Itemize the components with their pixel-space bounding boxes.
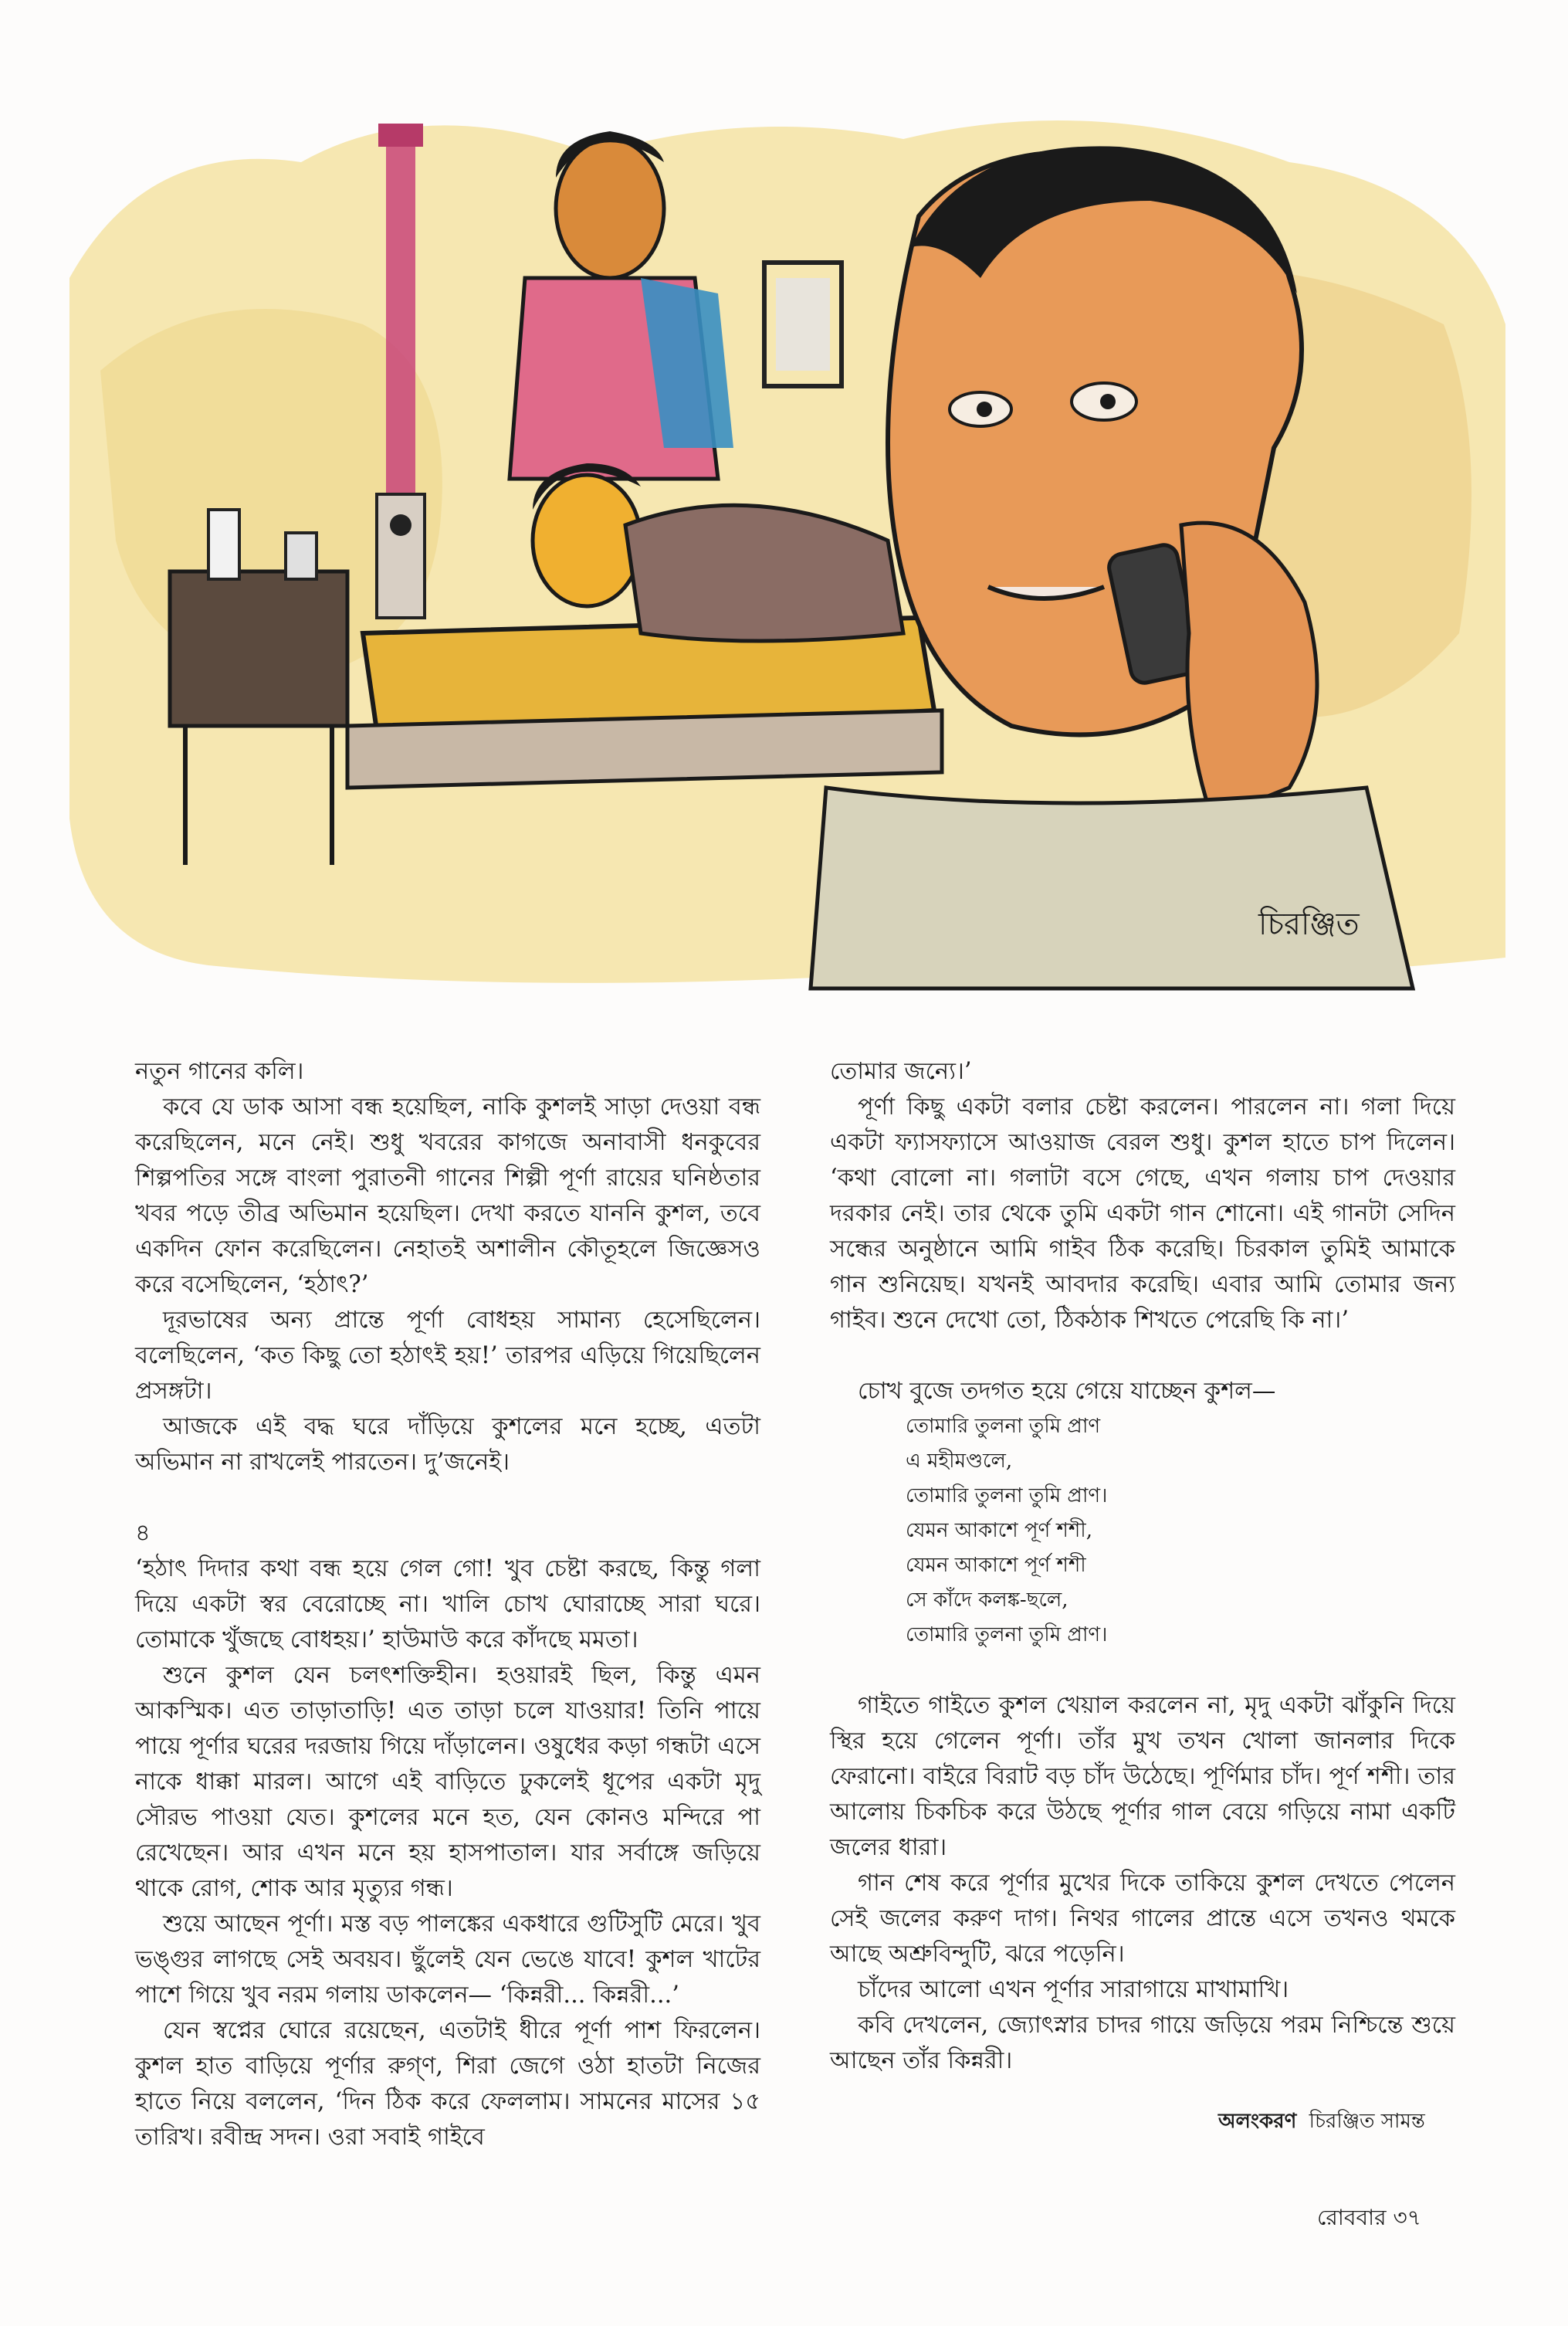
paragraph: চোখ বুজে তদগত হয়ে গেয়ে যাচ্ছেন কুশল— xyxy=(858,1378,1276,1405)
paragraph: যেন স্বপ্নের ঘোরে রয়েছেন, এতটাই ধীরে পূর্ণা পাশ ফিরলেন। কুশল হাত বাড়িয়ে পূর্ণার রুগ্‌ণ, শিরা জেগে ওঠা হাতটা নিজের হাতে নিয়ে বললেন, ‘দিন ঠিক করে ফেললাম। সামনের মাসের ১৫ তারিখ। রবীন্দ্র সদন। ওরা সবাই গাইবে xyxy=(135,2017,760,2151)
paragraph: কবি দেখলেন, জ্যোৎস্নার চাদর গায়ে জড়িয়ে পরম নিশ্চিন্তে শুয়ে আছেন তাঁর কিন্নরী। xyxy=(830,2012,1455,2074)
paragraph: গান শেষ করে পূর্ণার মুখের দিকে তাকিয়ে কুশল দেখতে পেলেন সেই জলের করুণ দাগ। নিথর গালের প্রান্তে এসে তখনও থমকে আছে অশ্রুবিন্দুটি, ঝরে পড়েনি। xyxy=(830,1870,1455,1968)
lyric-line: যেমন আকাশে পূর্ণ শশী xyxy=(906,1554,1086,1577)
section-number: ৪ xyxy=(135,1520,151,1547)
right-column xyxy=(830,1054,1455,2079)
lyric-line: তোমারি তুলনা তুমি প্রাণ। xyxy=(906,1623,1108,1646)
paragraph: গাইতে গাইতে কুশল খেয়াল করলেন না, মৃদু একটা ঝাঁকুনি দিয়ে স্থির হয়ে গেলেন পূর্ণা। তাঁর মুখ তখন খোলা জানলার দিকে ফেরানো। বাইরে বিরাট বড় চাঁদ উঠেছে। পূর্ণিমার চাঁদ। পূর্ণ শশী। তার আলোয় চিকচিক করে উঠছে পূর্ণার গাল বেয়ে গড়িয়ে নামা একটি জলের ধারা। xyxy=(830,1692,1455,1861)
left-column xyxy=(135,1054,760,2155)
paragraph: দূরভাষের অন্য প্রান্তে পূর্ণা বোধহয় সামান্য হেসেছিলেন। বলেছিলেন, ‘কত কিছু তো হঠাৎই হয়!’ তারপর এড়িয়ে গিয়েছিলেন প্রসঙ্গটা। xyxy=(135,1307,760,1405)
lyric-line: তোমারি তুলনা তুমি প্রাণ xyxy=(906,1415,1101,1438)
paragraph: আজকে এই বদ্ধ ঘরে দাঁড়িয়ে কুশলের মনে হচ্ছে, এতটা অভিমান না রাখলেই পারতেন। দু’জনেই। xyxy=(135,1413,760,1476)
spacer xyxy=(830,1653,1455,1688)
spacer xyxy=(135,1480,760,1516)
artist-signature: চিরঞ্জিত xyxy=(1258,907,1360,942)
paragraph: কবে যে ডাক আসা বন্ধ হয়েছিল, নাকি কুশলই সাড়া দেওয়া বন্ধ করেছিলেন, মনে নেই। শুধু খবরের কাগজে অনাবাসী ধনকুবের শিল্পপতির সঙ্গে বাংলা পুরাতনী গানের শিল্পী পূর্ণা রায়ের ঘনিষ্ঠতার খবর পড়ে তীব্র অভিমান হয়েছিল। দেখা করতে যাননি কুশল, তবে একদিন ফোন করেছিলেন। নেহাতই অশালীন কৌতূহলে জিজ্ঞেসও করে বসেছিলেন, ‘হঠাৎ?’ xyxy=(135,1093,760,1298)
credit-label: অলংকরণ xyxy=(1218,2110,1297,2133)
story-illustration xyxy=(54,46,1521,996)
watercolor-illustration xyxy=(54,46,1521,996)
paragraph: শুনে কুশল যেন চলৎশক্তিহীন। হওয়ারই ছিল, কিন্তু এমন আকস্মিক। এত তাড়াতাড়ি! এত তাড়া চলে যাওয়ার! তিনি পায়ে পায়ে পূর্ণার ঘরের দরজায় গিয়ে দাঁড়ালেন। ওষুধের কড়া গন্ধটা এসে নাকে ধাক্কা মারল। আগে এই বাড়িতে ঢুকলেই ধূপের একটা মৃদু সৌরভ পাওয়া যেত। কুশলের মনে হত, যেন কোনও মন্দিরে পা রেখেছেন। আর এখন মনে হয় হাসপাতাল। যার সর্বাঙ্গে জড়িয়ে থাকে রোগ, শোক আর মৃত্যুর গন্ধ। xyxy=(135,1662,760,1902)
paragraph: চাঁদের আলো এখন পূর্ণার সারাগায়ে মাখামাখি। xyxy=(858,1976,1289,2003)
lyric-line: এ মহীমণ্ডলে, xyxy=(906,1450,1013,1473)
lyric-line: সে কাঁদে কলঙ্ক-ছলে, xyxy=(906,1589,1068,1612)
credit-name: চিরঞ্জিত সামন্ত xyxy=(1309,2110,1425,2133)
paragraph: শুয়ে আছেন পূর্ণা। মস্ত বড় পালঙ্কের একধারে গুটিসুটি মেরে। খুব ভঙ্গুর লাগছে সেই অবয়ব। ছুঁলেই যেন ভেঙে যাবে! কুশল খাটের পাশে গিয়ে খুব নরম গলায় ডাকলেন— ‘কিন্নরী... কিন্নরী...’ xyxy=(135,1911,760,2009)
spacer xyxy=(830,1338,1455,1374)
paragraph: নতুন গানের কলি। xyxy=(135,1058,304,1085)
lyric-line: তোমারি তুলনা তুমি প্রাণ। xyxy=(906,1484,1108,1507)
song-lyrics xyxy=(906,1409,1455,1653)
illustration-credit xyxy=(1218,2105,1425,2139)
page-footer: রোববার ৩৭ xyxy=(1317,2205,1421,2230)
lyric-line: যেমন আকাশে পূর্ণ শশী, xyxy=(906,1519,1093,1542)
paragraph: পূর্ণা কিছু একটা বলার চেষ্টা করলেন। পারলেন না। গলা দিয়ে একটা ফ্যাসফ্যাসে আওয়াজ বেরল শুধু। কুশল হাতে চাপ দিলেন। ‘কথা বোলো না। গলাটা বসে গেছে, এখন গলায় চাপ দেওয়ার দরকার নেই। তার থেকে তুমি একটা গান শোনো। এই গানটা সেদিন সন্ধের অনুষ্ঠানে আমি গাইব ঠিক করেছি। চিরকাল তুমিই আমাকে গান শুনিয়েছ। যখনই আবদার করেছি। এবার আমি তোমার জন্য গাইব। শুনে দেখো তো, ঠিকঠাক শিখতে পেরেছি কি না।’ xyxy=(830,1093,1455,1334)
paragraph: তোমার জন্যে।’ xyxy=(830,1058,972,1085)
paragraph: ‘হঠাৎ দিদার কথা বন্ধ হয়ে গেল গো! খুব চেষ্টা করছে, কিন্তু গলা দিয়ে একটা স্বর বেরোচ্ছে না। খালি চোখ ঘোরাচ্ছে সারা ঘরে। তোমাকে খুঁজছে বোধহয়।’ হাউমাউ করে কাঁদছে মমতা। xyxy=(135,1555,760,1653)
